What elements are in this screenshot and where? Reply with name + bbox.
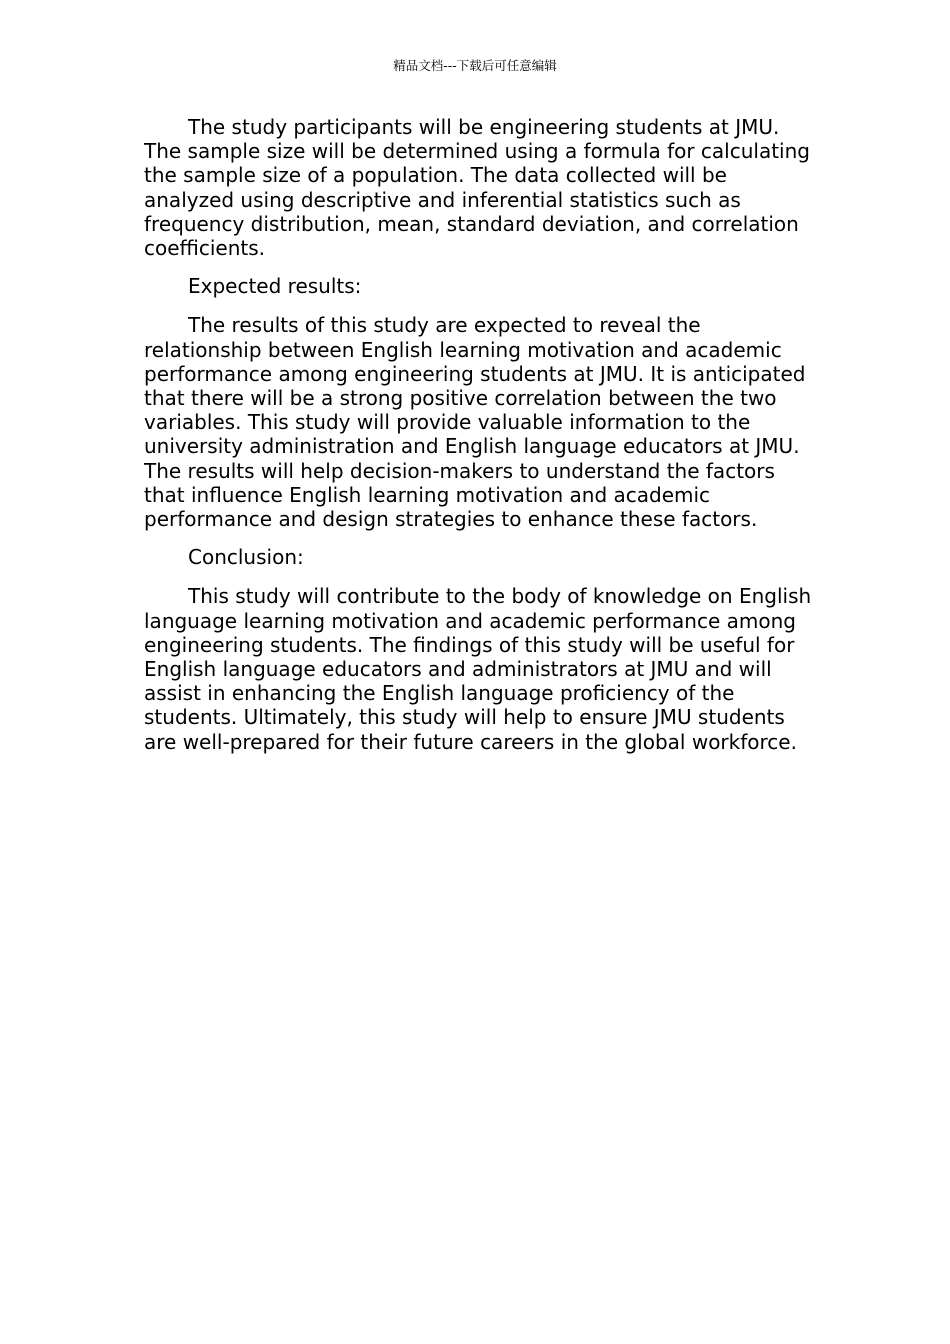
- paragraph-expected-results: The results of this study are expected to reveal the relationship between English learning motivation and academic performance among engineering students at JMU. It is anticipated that there will be a strong positive correlation between the two variables. This study will provide valuable information to the university administration and English language educators at JMU. The results will help decision-makers to understand the factors that influence English learning motivation and academic performance and design strategies to enhance these factors.: [144, 313, 806, 532]
- section-heading-conclusion: Conclusion:: [188, 545, 304, 570]
- page-header-watermark: 精品文档---下载后可任意编辑: [393, 58, 557, 73]
- paragraph-methodology: The study participants will be engineering students at JMU. The sample size will be determined using a formula for calculating the sample size of a population. The data collected will be analyzed using descriptive and inferential statistics such as frequency distribution, mean, standard deviation, and correlation coefficients.: [144, 115, 810, 261]
- paragraph-conclusion: This study will contribute to the body of knowledge on English language learning motivation and academic performance among engineering students. The findings of this study will be useful for English language educators and administrators at JMU and will assist in enhancing the English language proficiency of the students. Ultimately, this study will help to ensure JMU students are well-prepared for their future careers in the global workforce.: [144, 584, 812, 754]
- document-body: [144, 115, 812, 768]
- section-heading-expected-results: Expected results:: [188, 274, 362, 299]
